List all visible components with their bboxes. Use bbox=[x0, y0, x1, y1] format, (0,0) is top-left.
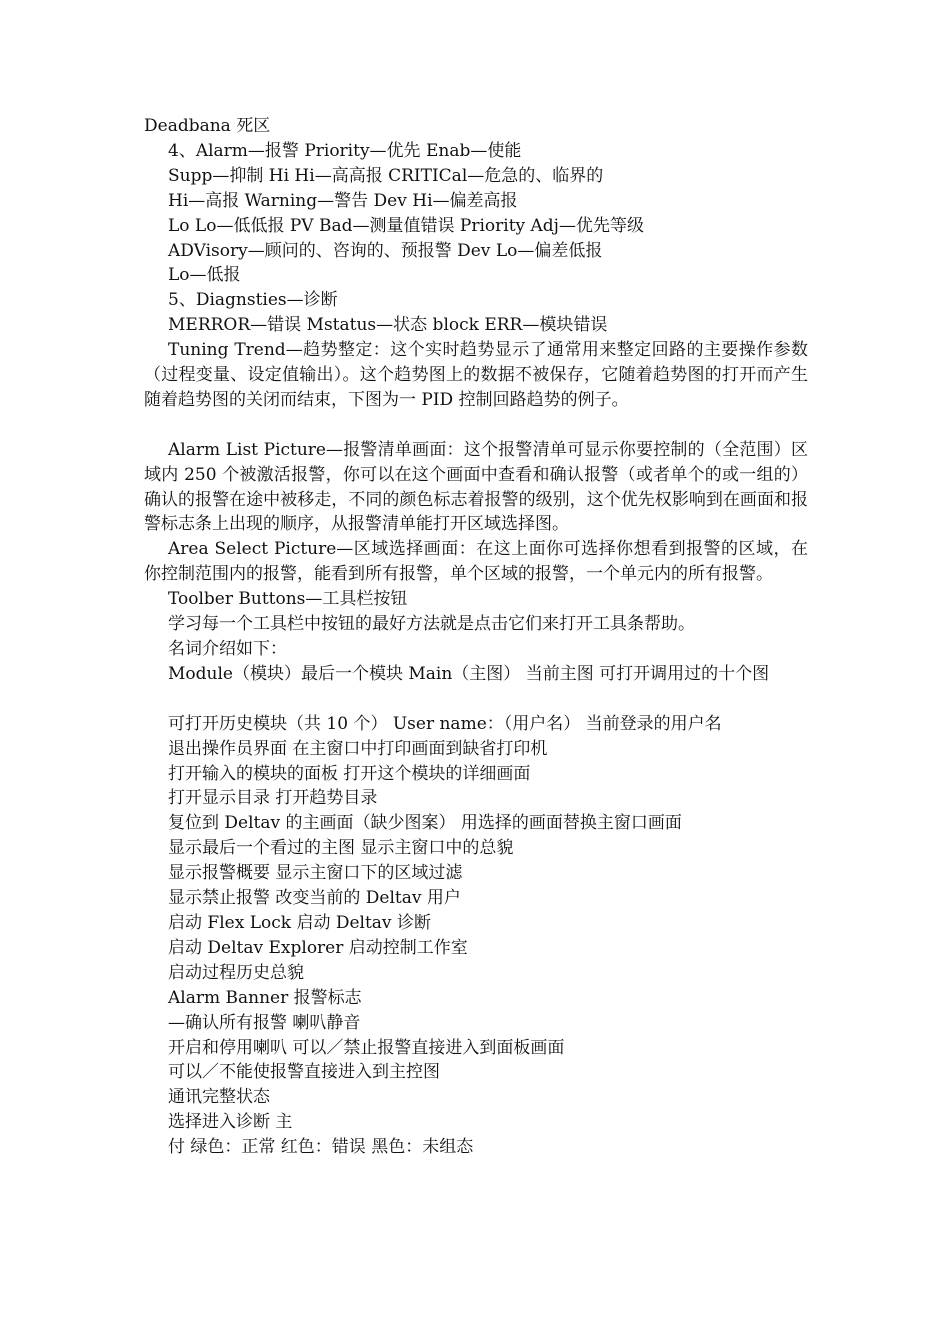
heading-alarm-banner: Alarm Banner 报警标志 bbox=[168, 987, 362, 1008]
text-line: 退出操作员界面 在主窗口中打印画面到缺省打印机 bbox=[168, 738, 548, 759]
paragraph-area-select: Area Select Picture—区域选择画面：在这上面你可选择你想看到报警的区域，在你控制范围内的报警，能看到所有报警，单个区域的报警，一个单元内的所有报警。 bbox=[144, 539, 808, 585]
text-line: 名词介绍如下： bbox=[168, 639, 287, 660]
text-line: 显示报警概要 显示主窗口下的区域过滤 bbox=[168, 863, 463, 884]
paragraph-tuning-trend: Tuning Trend—趋势整定：这个实时趋势显示了通常用来整定回路的主要操作参数（过程变量、设定值输出）。这个趋势图上的数据不被保存，它随着趋势图的打开而产生随着趋势图的关闭而结束，下图为一 PID 控制回路趋势的例子。 bbox=[144, 340, 808, 410]
text-line: 启动 Deltav Explorer 启动控制工作室 bbox=[168, 937, 468, 958]
blank-line bbox=[144, 687, 808, 712]
text-line: 启动过程历史总貌 bbox=[168, 962, 304, 983]
text-line: 付 绿色：正常 红色：错误 黑色：未组态 bbox=[168, 1137, 474, 1158]
text-line: Supp—抑制 Hi Hi—高高报 CRITICal—危急的、临界的 bbox=[168, 165, 604, 186]
text-line: 打开输入的模块的面板 打开这个模块的详细画面 bbox=[168, 763, 531, 784]
text-line: Lo Lo—低低报 PV Bad—测量值错误 Priority Adj—优先等级 bbox=[168, 215, 644, 236]
text-line: 开启和停用喇叭 可以／禁止报警直接进入到面板画面 bbox=[168, 1037, 565, 1058]
document-page bbox=[144, 114, 808, 1160]
blank-line bbox=[144, 413, 808, 438]
text-line: Deadbana 死区 bbox=[144, 116, 271, 136]
heading-diagnostics: 5、Diagnsties—诊断 bbox=[168, 290, 338, 311]
text-line: MERROR—错误 Mstatus—状态 block ERR—模块错误 bbox=[168, 315, 608, 336]
text-line: 显示最后一个看过的主图 显示主窗口中的总貌 bbox=[168, 838, 514, 859]
paragraph-module: Module（模块）最后一个模块 Main（主图） 当前主图 可打开调用过的十个图 bbox=[168, 663, 770, 684]
text-line: 打开显示目录 打开趋势目录 bbox=[168, 788, 378, 809]
text-line: Lo—低报 bbox=[168, 265, 241, 286]
heading-toolbar-buttons: Toolber Buttons—工具栏按钮 bbox=[168, 589, 408, 610]
text-line: 显示禁止报警 改变当前的 Deltav 用户 bbox=[168, 888, 461, 909]
text-line: 可打开历史模块（共 10 个） User name：（用户名） 当前登录的用户名 bbox=[168, 713, 722, 734]
text-line: 复位到 Deltav 的主画面（缺少图案） 用选择的画面替换主窗口画面 bbox=[168, 813, 682, 834]
text-line: 通讯完整状态 bbox=[168, 1087, 270, 1108]
paragraph-alarm-list: Alarm List Picture—报警清单画面：这个报警清单可显示你要控制的（全范围）区域内 250 个被激活报警，你可以在这个画面中查看和确认报警（或者单个的或一组的）确认的报警在途中被移走，不同的颜色标志着报警的级别，这个优先权影响到在画面和报警标志条上出现的顺序，从报警清单能打开区域选择图。 bbox=[144, 439, 808, 535]
heading-alarm: 4、Alarm—报警 Priority—优先 Enab—使能 bbox=[168, 140, 522, 161]
text-line: 可以／不能使报警直接进入到主控图 bbox=[168, 1062, 440, 1083]
text-line: ADVisory—顾问的、咨询的、预报警 Dev Lo—偏差低报 bbox=[168, 240, 603, 261]
text-line: —确认所有报警 喇叭静音 bbox=[168, 1012, 361, 1033]
text-line: 选择进入诊断 主 bbox=[168, 1112, 293, 1133]
text-line: 学习每一个工具栏中按钮的最好方法就是点击它们来打开工具条帮助。 bbox=[168, 614, 695, 635]
text-line: Hi—高报 Warning—警告 Dev Hi—偏差高报 bbox=[168, 190, 518, 211]
text-line: 启动 Flex Lock 启动 Deltav 诊断 bbox=[168, 912, 431, 933]
